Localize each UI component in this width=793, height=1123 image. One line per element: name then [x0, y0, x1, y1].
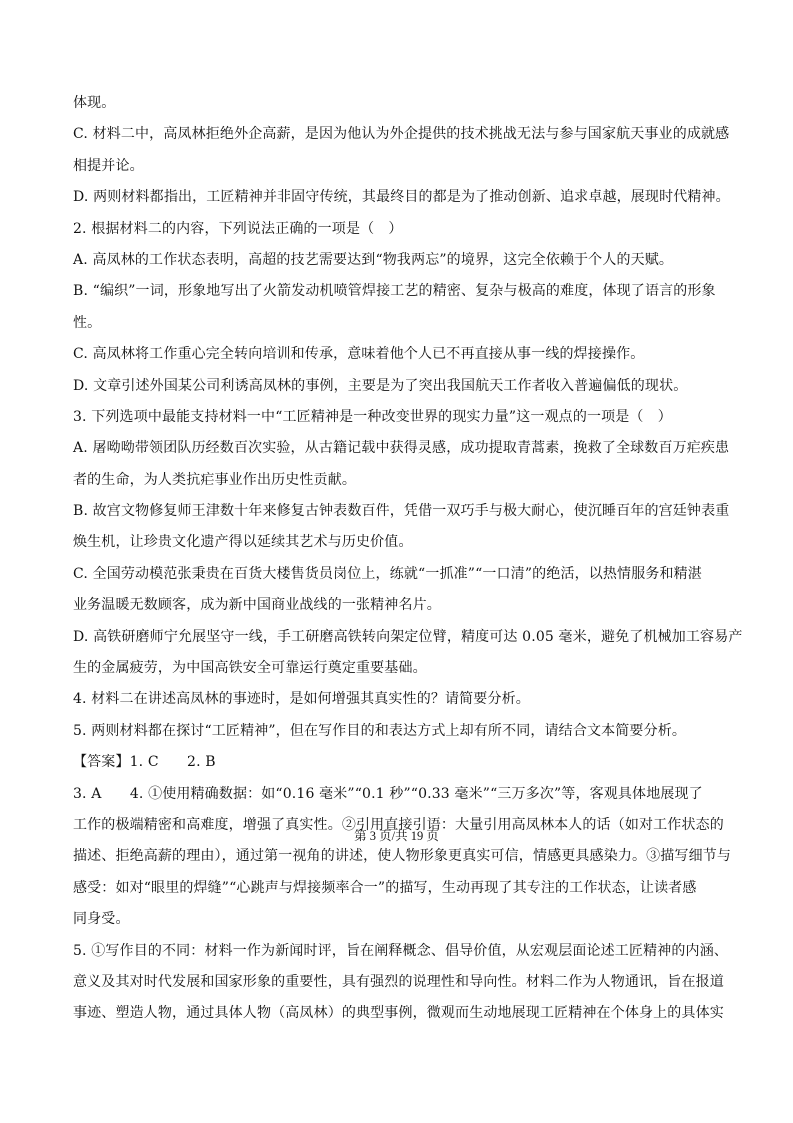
answer-line: 描述、拒绝高薪的理由），通过第一视角的讲述，使人物形象更真实可信，情感更具感染力。③描写细节与 [73, 848, 732, 865]
answer-line: 意义及其对时代发展和国家形象的重要性，具有强烈的说理性和导向性。材料二作为人物通讯，旨在报道 [73, 973, 724, 990]
text-line: 生的金属疲劳，为中国高铁安全可靠运行奠定重要基础。 [73, 660, 427, 677]
text-line: 者的生命，为人类抗疟事业作出历史性贡献。 [73, 471, 356, 488]
text-line: 焕生机，让珍贵文化遗产得以延续其艺术与历史价值。 [73, 534, 413, 551]
question-2: 2. 根据材料二的内容，下列说法正确的一项是（ ） [73, 220, 403, 237]
option-c-line: C. 材料二中，高凤林拒绝外企高薪，是因为他认为外企提供的技术挑战无法与参与国家航天事业的成就感 [73, 126, 730, 143]
option-c-line: C. 全国劳动模范张秉贵在百货大楼售货员岗位上，练就“一抓准”“一口清”的绝活，以热情服务和精湛 [73, 565, 702, 582]
option-c-line: C. 高凤林将工作重心完全转向培训和传承，意味着他个人已不再直接从事一线的焊接操作。 [73, 346, 645, 363]
option-b-line: B. 故宫文物修复师王津数十年来修复古钟表数百件，凭借一双巧手与极大耐心，使沉睡百年的宫廷钟表重 [73, 503, 730, 520]
text-line: 业务温暖无数顾客，成为新中国商业战线的一张精神名片。 [73, 597, 441, 614]
text-line: 性。 [73, 314, 102, 331]
text-line: 相提并论。 [73, 157, 144, 174]
option-b-line: B. “编织”一词，形象地写出了火箭发动机喷管焊接工艺的精密、复杂与极高的难度，体现了语言的形象 [73, 283, 716, 300]
answer-header: 【答案】1. C 2. B [73, 754, 216, 771]
option-a-line: A. 屠呦呦带领团队历经数百次实验，从古籍记载中获得灵感，成功提取青蒿素，挽救了全球数百万疟疾患 [73, 440, 730, 457]
option-d-line: D. 高铁研磨师宁允展坚守一线，手工研磨高铁转向架定位臂，精度可达 0.05 毫米，避免了机械加工容易产 [73, 628, 743, 645]
question-4: 4. 材料二在讲述高凤林的事迹时，是如何增强其真实性的？请简要分析。 [73, 691, 530, 708]
answer-line: 同身受。 [73, 911, 130, 928]
answer-line: 工作的极端精密和高难度，增强了真实性。②引用直接引语：大量引用高凤林本人的话（如对工作状态的 [73, 816, 724, 833]
question-5: 5. 两则材料都在探讨“工匠精神”，但在写作目的和表达方式上却有所不同，请结合文本简要分析。 [73, 722, 687, 739]
option-d-line: D. 文章引述外国某公司利诱高凤林的事例，主要是为了突出我国航天工作者收入普遍偏低的现状。 [73, 377, 688, 394]
document-body [73, 88, 743, 1030]
page-number-footer: 第 3 页/共 19 页 [354, 829, 439, 843]
option-d-line: D. 两则材料都指出，工匠精神并非固守传统，其最终目的都是为了推动创新、追求卓越，展现时代精神。 [73, 189, 730, 206]
answer-line: 感受：如对“眼里的焊缝”“心跳声与焊接频率合一”的描写，生动再现了其专注的工作状态，让读者感 [73, 879, 697, 896]
answer-line: 3. A 4. ①使用精确数据：如“0.16 毫米”“0.1 秒”“0.33 毫米”“三万多次”等，客观具体地展现了 [73, 785, 703, 802]
option-a-line: A. 高凤林的工作状态表明，高超的技艺需要达到“物我两忘”的境界，这完全依赖于个人的天赋。 [73, 251, 674, 268]
text-line: 体现。 [73, 95, 116, 111]
question-3: 3. 下列选项中最能支持材料一中“工匠精神是一种改变世界的现实力量”这一观点的一项是（ ） [73, 408, 672, 425]
answer-line: 5. ①写作目的不同：材料一作为新闻时评，旨在阐释概念、倡导价值，从宏观层面论述工匠精神的内涵、 [73, 942, 729, 959]
answer-line: 事迹、塑造人物，通过具体人物（高凤林）的典型事例，微观而生动地展现工匠精神在个体身上的具体实 [73, 1005, 724, 1022]
